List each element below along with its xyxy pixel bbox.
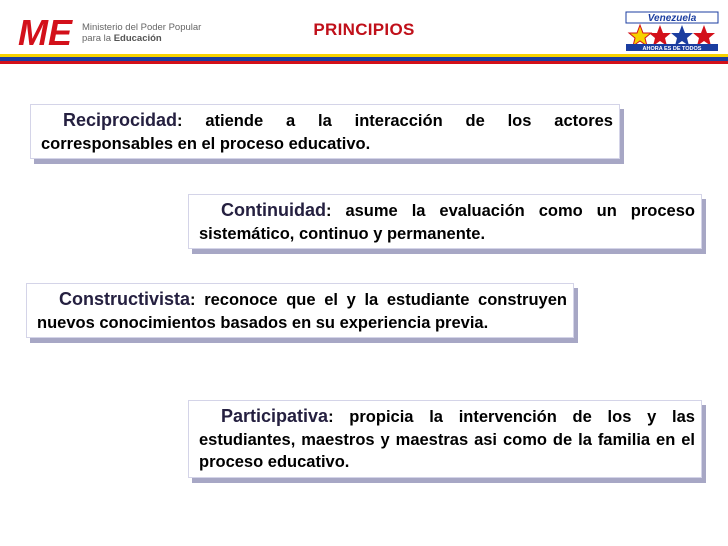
- ministry-line-1: Ministerio del Poder Popular: [82, 22, 202, 33]
- principle-text: atiende a la interacción de los actores corresponsables en el proceso educativo.: [41, 112, 613, 153]
- venezuela-slogan: AHORA ES DE TODOS: [642, 46, 702, 52]
- page-title: PRINCIPIOS: [313, 20, 415, 39]
- logo-text: ME: [18, 12, 72, 52]
- principle-text: reconoce que el y la estudiante construyen nuevos conocimientos basados en su experiencia previa.: [37, 291, 567, 332]
- principle-text: asume la evaluación como un proceso sistemático, continuo y permanente.: [199, 202, 695, 243]
- flag-red: [0, 61, 728, 64]
- principle-term: Participativa: [221, 406, 329, 426]
- principle-box-reciprocidad: Reciprocidad: atiende a la interacción de los actores corresponsables en el proceso educativo.: [30, 104, 620, 159]
- principle-box-participativa: Participativa: propicia la intervención de los y las estudiantes, maestros y maestras asi como de la familia en el proceso educativo.: [188, 400, 702, 478]
- principle-box-constructivista: Constructivista: reconoce que el y la estudiante construyen nuevos conocimientos basados en su experiencia previa.: [26, 283, 574, 338]
- principle-term: Constructivista: [59, 289, 191, 309]
- flag-stripe: [0, 54, 728, 64]
- principle-term: Reciprocidad: [63, 110, 178, 130]
- ministry-education: Educación: [113, 33, 162, 44]
- principle-term: Continuidad: [221, 200, 326, 220]
- principle-text: propicia la intervención de los y las estudiantes, maestros y maestras asi como de la familia en el proceso educativo.: [199, 408, 695, 471]
- venezuela-logo: [624, 10, 720, 52]
- principle-box-continuidad: Continuidad: asume la evaluación como un proceso sistemático, continuo y permanente.: [188, 194, 702, 249]
- ministry-line-2: para la Educación: [82, 33, 162, 44]
- venezuela-text: Venezuela: [647, 13, 697, 24]
